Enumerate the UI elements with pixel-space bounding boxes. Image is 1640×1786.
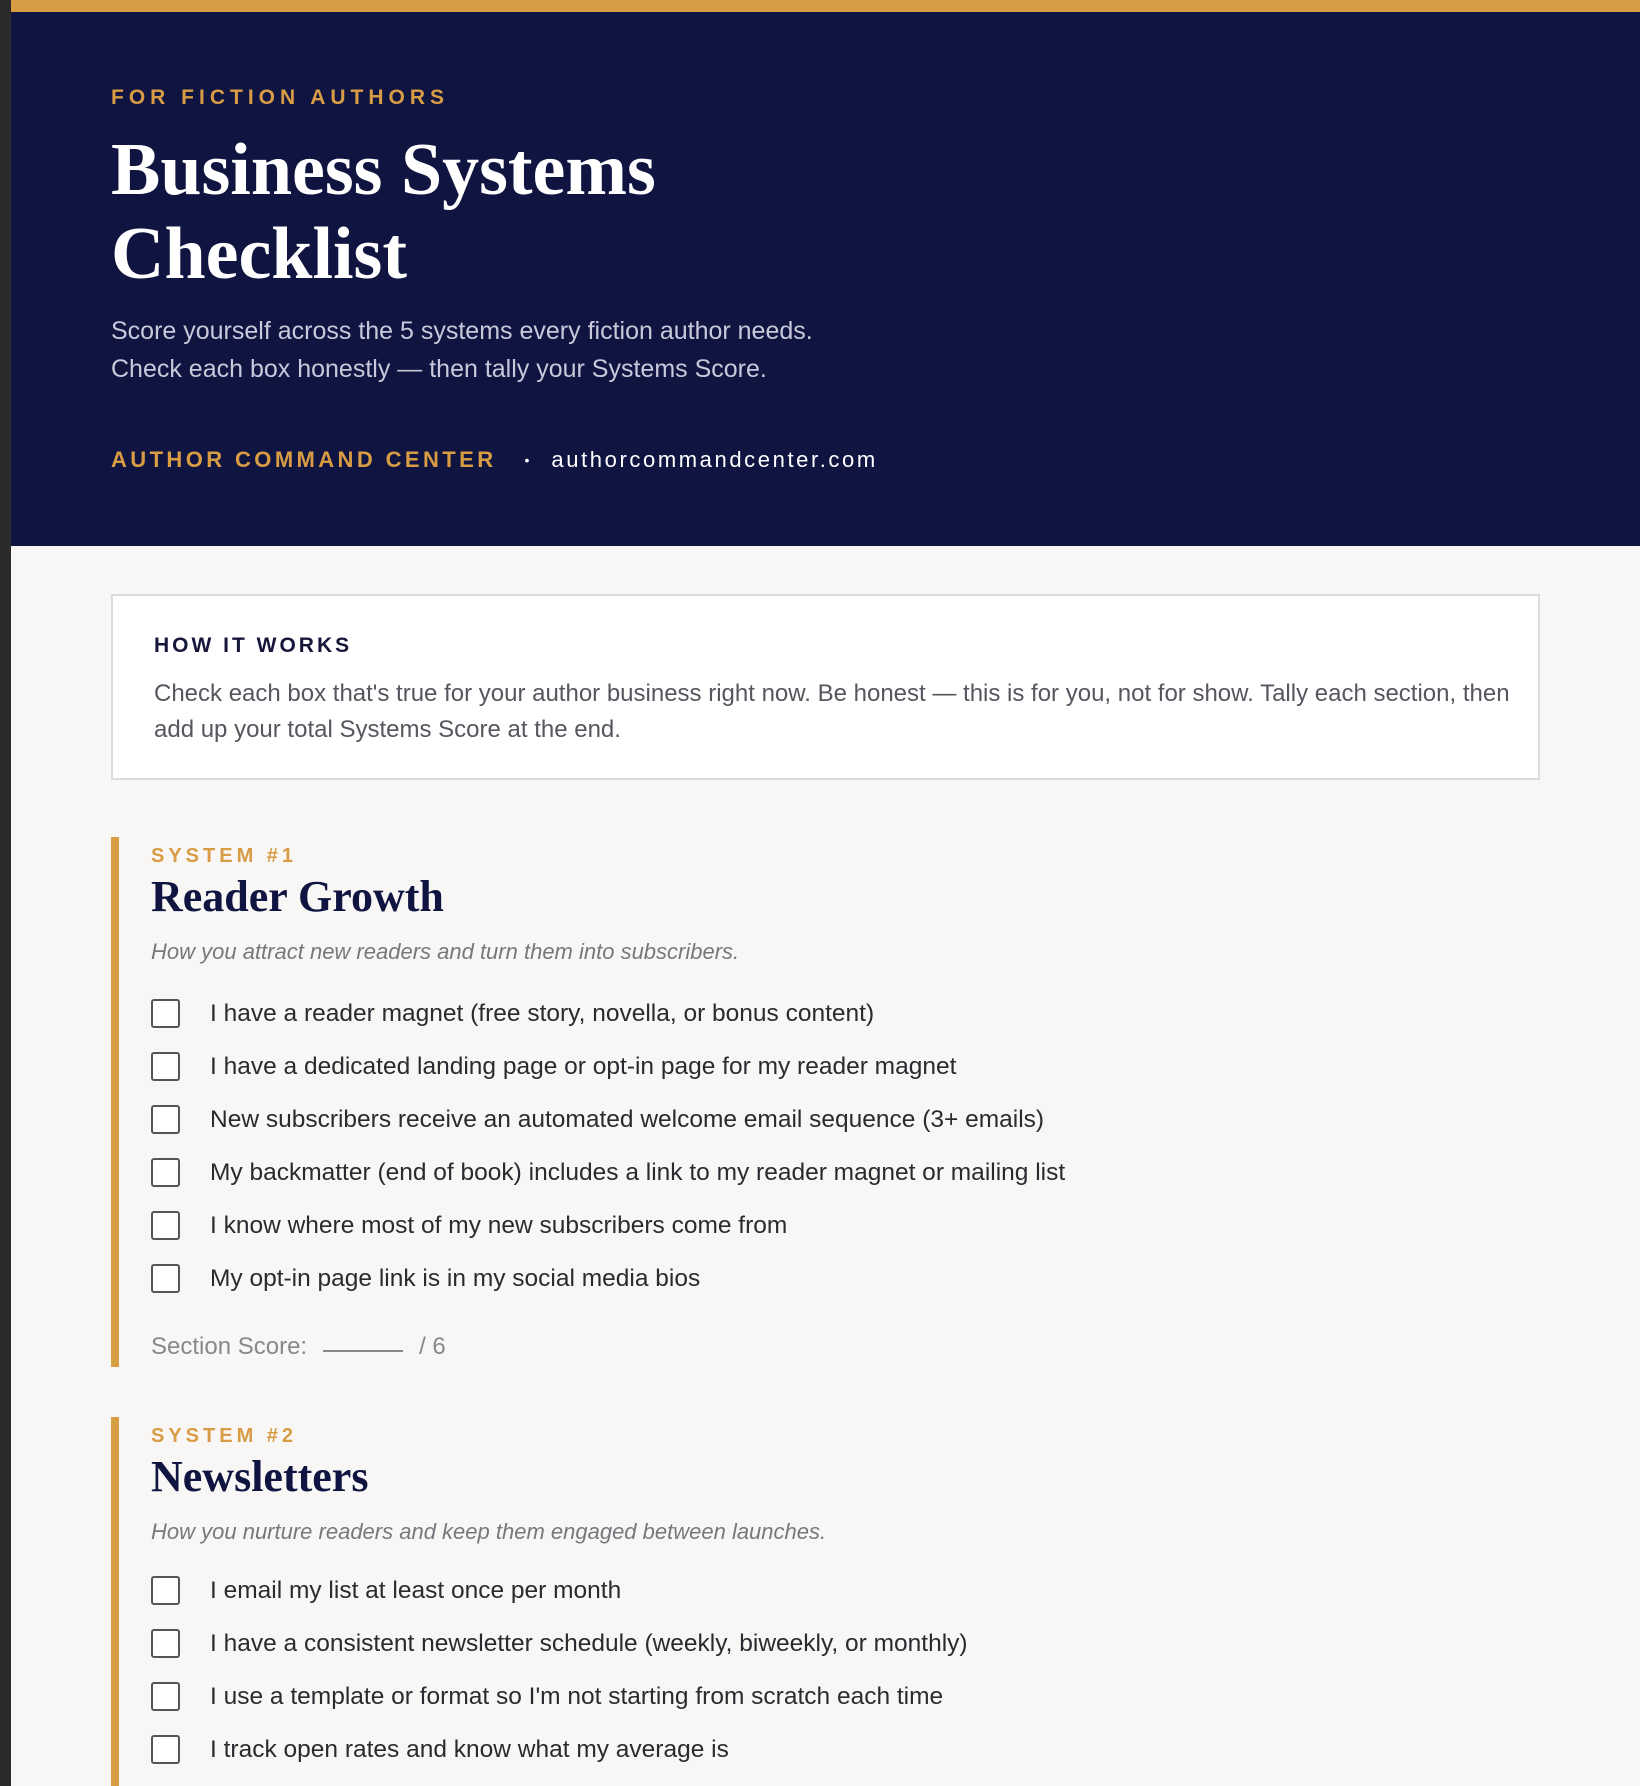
section-score-total: / 6 <box>419 1333 446 1360</box>
checkbox[interactable] <box>151 1682 180 1711</box>
checkbox[interactable] <box>151 1052 180 1081</box>
checklist-item <box>151 1040 1065 1093</box>
how-it-works-box <box>111 594 1540 780</box>
checkbox[interactable] <box>151 1105 180 1134</box>
system-name: Reader Growth <box>151 872 444 921</box>
checklist-item <box>151 1564 968 1617</box>
checkbox[interactable] <box>151 1629 180 1658</box>
checklist-item-label: New subscribers receive an automated welcome email sequence (3+ emails) <box>210 1105 1045 1133</box>
checklist-item <box>151 987 1065 1040</box>
checklist-item-label: I know where most of my new subscribers come from <box>210 1211 788 1239</box>
checkbox[interactable] <box>151 1735 180 1764</box>
eyebrow: FOR FICTION AUTHORS <box>111 86 450 109</box>
system-description: How you attract new readers and turn them into subscribers. <box>151 939 740 964</box>
checklist-item-label: I have a reader magnet (free story, novella, or bonus content) <box>210 999 875 1027</box>
checklist-item <box>151 1723 968 1776</box>
score-blank-field[interactable] <box>323 1349 403 1352</box>
checkbox[interactable] <box>151 1211 180 1240</box>
system-section-1 <box>111 837 1511 1367</box>
checklist <box>151 987 1065 1305</box>
subtitle <box>111 312 1011 388</box>
checklist-item-label: I use a template or format so I'm not starting from scratch each time <box>210 1682 944 1710</box>
website-link[interactable]: authorcommandcenter.com <box>551 447 878 472</box>
system-label: SYSTEM #2 <box>151 1425 298 1447</box>
hero-header <box>11 12 1640 546</box>
system-section-2 <box>111 1417 1511 1786</box>
system-name: Newsletters <box>151 1452 369 1501</box>
page <box>11 0 1640 1786</box>
subtitle-line-2: Check each box honestly — then tally your Systems Score. <box>111 355 767 383</box>
checklist-item-label: I have a dedicated landing page or opt-in page for my reader magnet <box>210 1052 957 1080</box>
checklist-item <box>151 1252 1065 1305</box>
checklist-item-label: I email my list at least once per month <box>210 1576 622 1604</box>
checkbox[interactable] <box>151 1158 180 1187</box>
checkbox[interactable] <box>151 1264 180 1293</box>
checkbox[interactable] <box>151 999 180 1028</box>
subtitle-line-1: Score yourself across the 5 systems every fiction author needs. <box>111 317 813 345</box>
checklist-item <box>151 1093 1065 1146</box>
checklist-item-label: My opt-in page link is in my social media bios <box>210 1264 701 1292</box>
checklist-item <box>151 1146 1065 1199</box>
checkbox[interactable] <box>151 1576 180 1605</box>
checklist-item <box>151 1670 968 1723</box>
checklist-item <box>151 1199 1065 1252</box>
how-it-works-body: Check each box that's true for your author business right now. Be honest — this is for you, not for show. Tally each section, then add up your total Systems Score at the end. <box>154 680 1510 743</box>
system-description: How you nurture readers and keep them engaged between launches. <box>151 1519 827 1544</box>
accent-top-bar <box>11 0 1640 12</box>
checklist-item-label: My backmatter (end of book) includes a link to my reader magnet or mailing list <box>210 1158 1066 1186</box>
how-it-works-title: HOW IT WORKS <box>154 634 353 657</box>
brand-line <box>111 447 878 473</box>
system-label: SYSTEM #1 <box>151 845 298 867</box>
section-score <box>151 1333 446 1361</box>
brand-name: AUTHOR COMMAND CENTER <box>111 447 497 472</box>
section-accent-rule <box>111 1417 119 1786</box>
checklist-item-label: I track open rates and know what my average is <box>210 1735 729 1763</box>
checklist-item <box>151 1617 968 1670</box>
separator-dot: • <box>524 452 530 468</box>
section-score-label: Section Score: <box>151 1333 308 1360</box>
checklist-item-label: I have a consistent newsletter schedule (weekly, biweekly, or monthly) <box>210 1629 968 1657</box>
checklist <box>151 1564 968 1776</box>
section-accent-rule <box>111 837 119 1367</box>
page-title: Business Systems Checklist <box>111 129 656 295</box>
